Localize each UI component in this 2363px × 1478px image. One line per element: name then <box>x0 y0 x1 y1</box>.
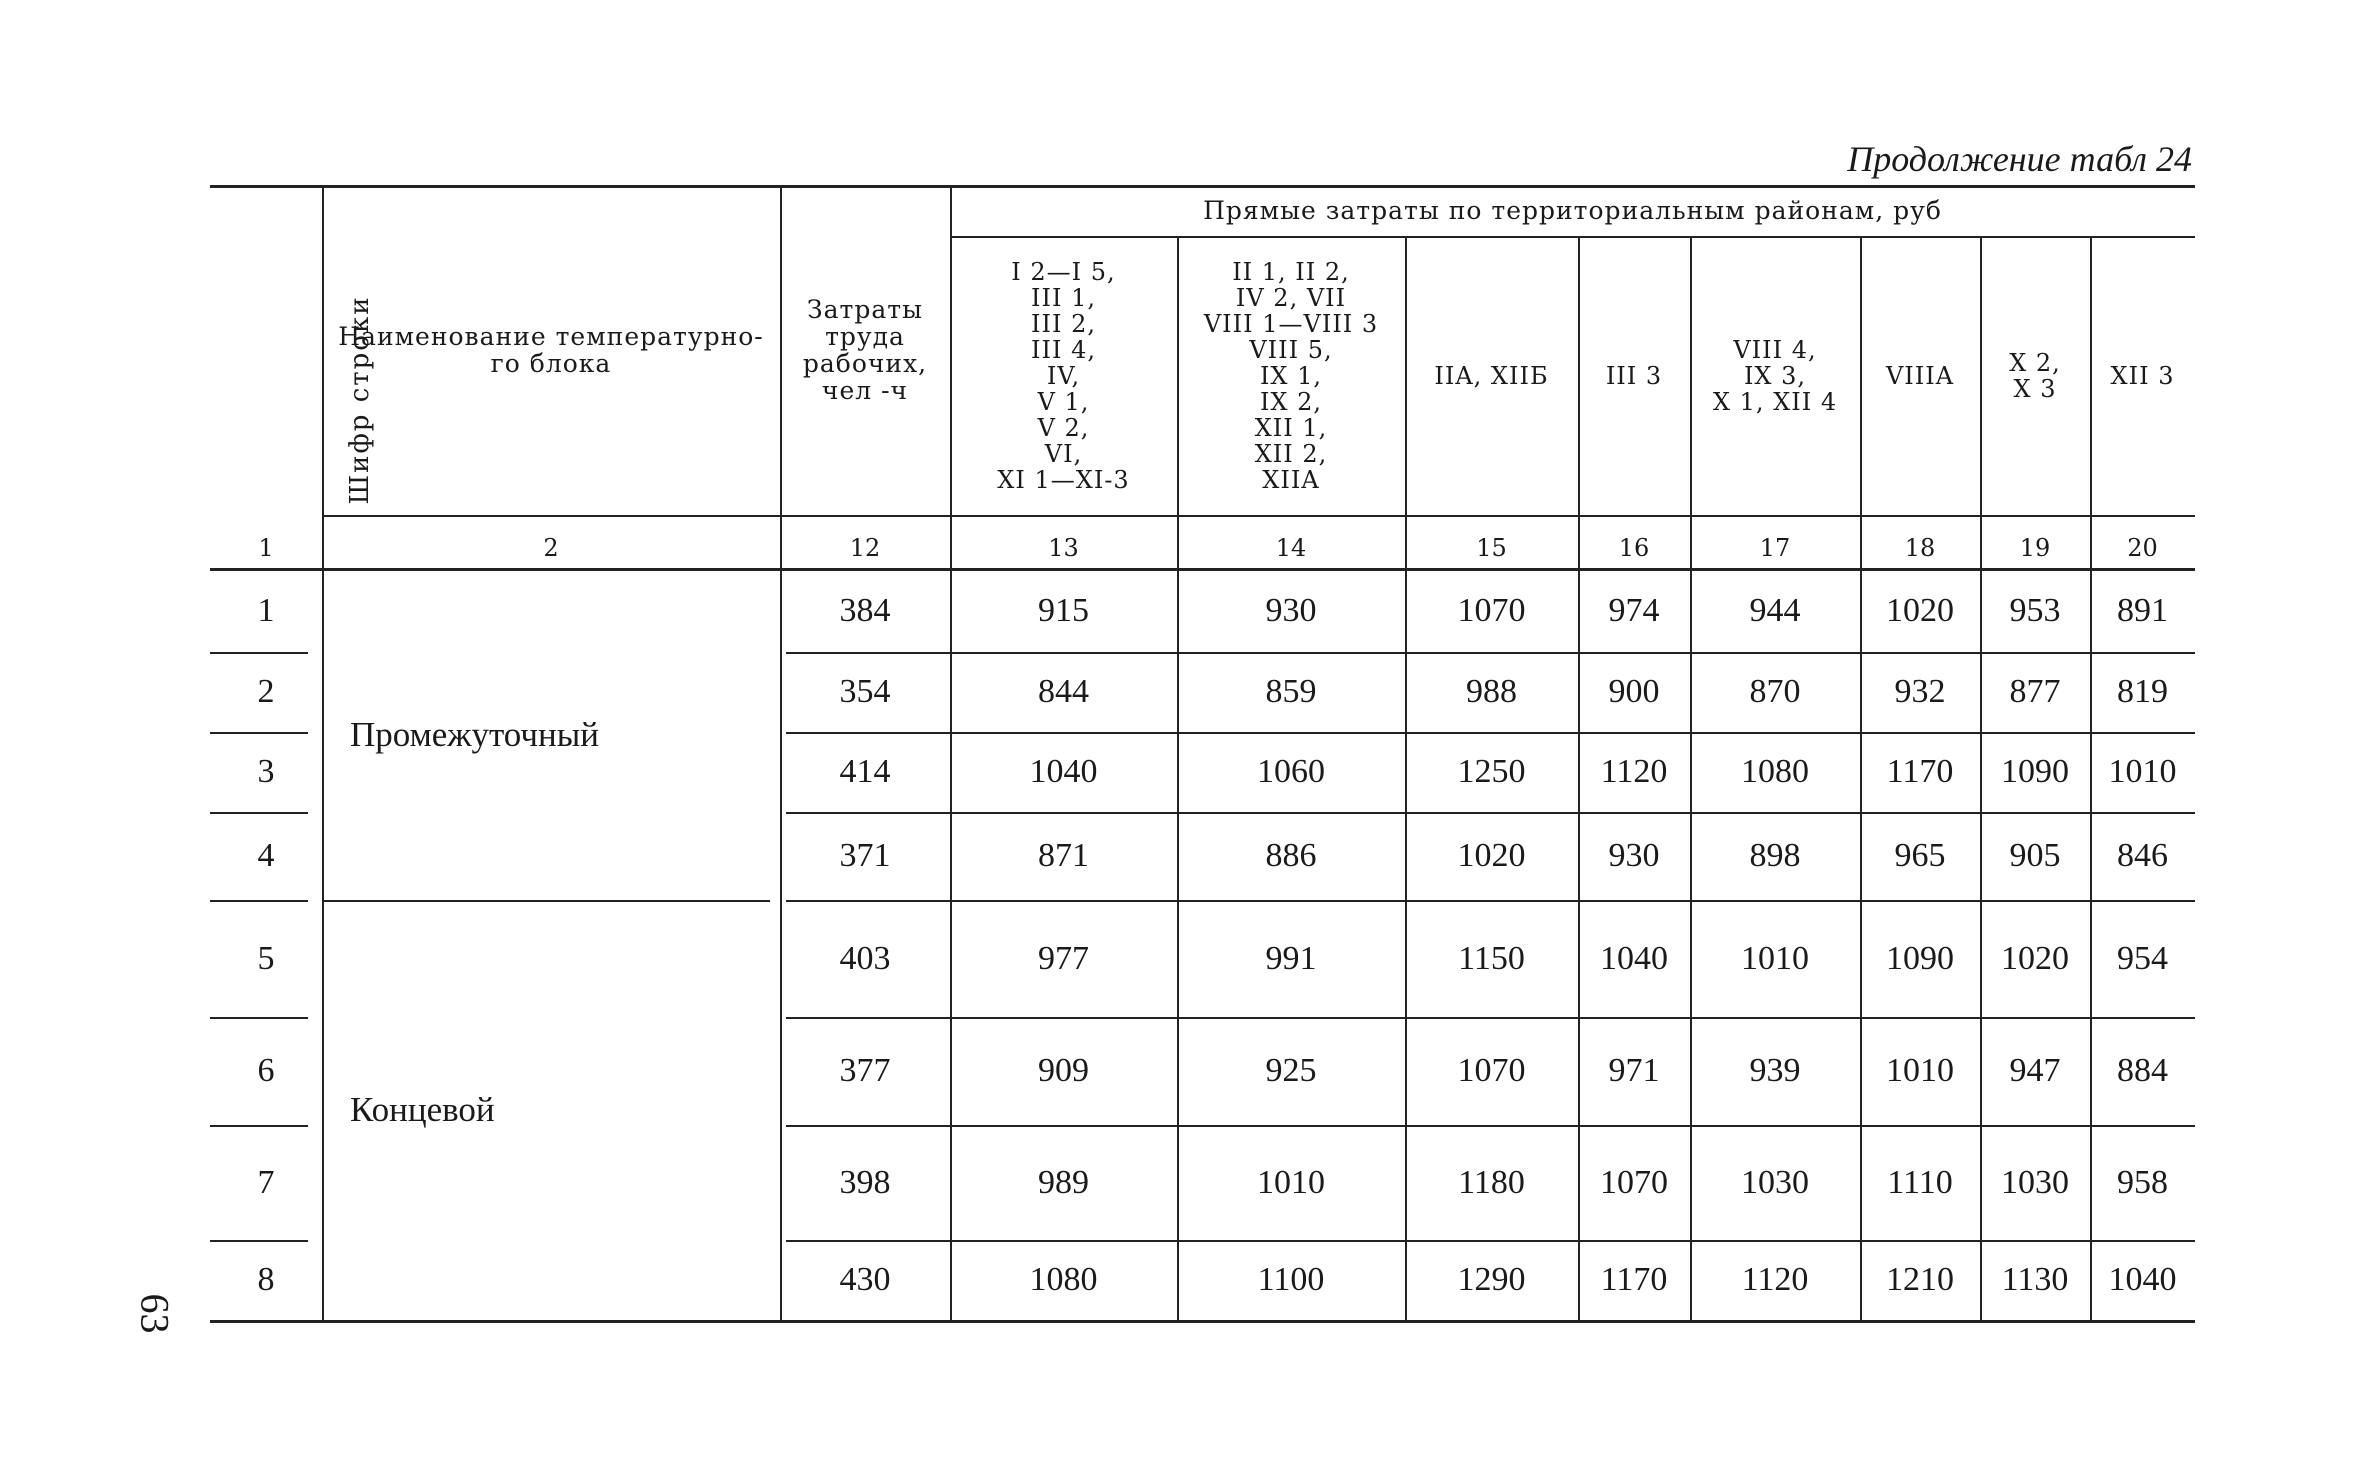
cost-cell: 1040 <box>2108 1261 2177 1298</box>
cost-cell: 1010 <box>1257 1163 1325 1201</box>
header-region-16: III 3 <box>1605 361 1663 390</box>
cost-cell: 1080 <box>1029 1261 1098 1298</box>
cost-cell: 930 <box>1608 837 1660 874</box>
cost-cell: 1150 <box>1458 939 1525 977</box>
cost-cell: 977 <box>1038 939 1089 977</box>
column-number: 13 <box>1048 534 1079 562</box>
labor-cost-cell: 354 <box>839 673 891 710</box>
column-number: 1 <box>258 534 274 562</box>
block-name-end: Концевой <box>350 1090 495 1129</box>
cost-cell: 974 <box>1608 592 1660 629</box>
page-number: 63 <box>132 1293 178 1334</box>
cost-cell: 989 <box>1038 1163 1089 1201</box>
header-row-code: Шифр строки <box>345 295 375 505</box>
cost-cell: 1010 <box>1886 1052 1954 1089</box>
cost-cell: 1010 <box>1741 939 1809 977</box>
cost-cell: 1030 <box>1741 1163 1809 1201</box>
labor-cost-cell: 371 <box>839 837 891 874</box>
cost-cell: 1170 <box>1886 753 1954 790</box>
cost-cell: 891 <box>2117 592 2168 629</box>
cost-cell: 958 <box>2117 1163 2168 1201</box>
row-code: 3 <box>257 753 275 790</box>
cost-cell: 909 <box>1038 1052 1089 1089</box>
cost-cell: 884 <box>2117 1052 2168 1089</box>
header-region-18: VIIIA <box>1885 361 1955 390</box>
row-code: 6 <box>257 1052 275 1089</box>
cost-cell: 988 <box>1466 673 1517 710</box>
cost-cell: 932 <box>1894 673 1946 710</box>
cost-cell: 971 <box>1608 1052 1660 1089</box>
cost-cell: 844 <box>1038 673 1089 710</box>
cost-cell: 1250 <box>1457 753 1526 790</box>
cost-cell: 1180 <box>1458 1163 1525 1201</box>
cost-cell: 965 <box>1894 837 1946 874</box>
cost-cell: 870 <box>1749 673 1801 710</box>
cost-cell: 886 <box>1265 837 1317 874</box>
table-bottom-rule <box>210 1320 2195 1323</box>
cost-cell: 1070 <box>1600 1163 1668 1201</box>
cost-cell: 1290 <box>1457 1261 1526 1298</box>
cost-cell: 991 <box>1265 939 1317 977</box>
cost-cell: 930 <box>1265 592 1317 629</box>
cost-cell: 1040 <box>1029 753 1098 790</box>
labor-cost-cell: 398 <box>839 1163 891 1201</box>
cost-cell: 925 <box>1265 1052 1317 1089</box>
header-direct-costs: Прямые затраты по территориальным районам, руб <box>1203 196 1942 225</box>
cost-cell: 1170 <box>1600 1261 1668 1298</box>
row-code: 7 <box>257 1163 275 1201</box>
cost-cell: 1070 <box>1457 592 1526 629</box>
cost-cell: 1090 <box>2001 753 2069 790</box>
cost-cell: 1120 <box>1600 753 1668 790</box>
cost-cell: 1060 <box>1257 753 1325 790</box>
labor-cost-cell: 403 <box>839 939 891 977</box>
cost-cell: 1030 <box>2001 1163 2069 1201</box>
cost-cell: 947 <box>2009 1052 2061 1089</box>
header-bottom-rule <box>322 515 2195 517</box>
header-labor-cost: Затраты труда рабочих, чел -ч <box>802 295 928 405</box>
row-code: 4 <box>257 837 275 874</box>
row-code: 2 <box>257 673 275 710</box>
column-number: 17 <box>1759 534 1791 562</box>
header-block-name: Наименование температурно- го блока <box>338 322 764 378</box>
cost-cell: 1100 <box>1257 1261 1325 1298</box>
header-region-14: II 1, II 2, IV 2, VII VIII 1—VIII 3 VIII 5, IX 1, IX 2, XII 1, XII 2, XIIA <box>1203 257 1379 494</box>
header-region-15: IIA, XIIБ <box>1434 361 1549 390</box>
cost-cell: 944 <box>1749 592 1801 629</box>
cost-cell: 859 <box>1265 673 1317 710</box>
cost-cell: 1040 <box>1600 939 1668 977</box>
cost-cell: 1080 <box>1741 753 1809 790</box>
cost-cell: 1110 <box>1887 1163 1953 1201</box>
cost-cell: 953 <box>2009 592 2061 629</box>
column-number: 19 <box>2019 534 2051 562</box>
cost-cell: 1020 <box>2001 939 2069 977</box>
block-name-intermediate: Промежуточный <box>350 715 599 754</box>
labor-cost-cell: 377 <box>839 1052 891 1089</box>
cost-cell: 1120 <box>1741 1261 1809 1298</box>
cost-cell: 1210 <box>1886 1261 1954 1298</box>
column-number: 16 <box>1618 534 1650 562</box>
cost-cell: 871 <box>1038 837 1089 874</box>
column-number: 20 <box>2127 534 2158 562</box>
row-code: 8 <box>257 1261 275 1298</box>
cost-cell: 819 <box>2117 673 2168 710</box>
column-number: 2 <box>543 534 559 562</box>
cost-cell: 877 <box>2009 673 2061 710</box>
cost-cell: 1010 <box>2108 753 2177 790</box>
row-code: 1 <box>257 592 275 629</box>
cost-cell: 846 <box>2117 837 2168 874</box>
cost-cell: 954 <box>2117 939 2168 977</box>
labor-cost-cell: 430 <box>839 1261 891 1298</box>
header-region-20: XII 3 <box>2110 361 2175 390</box>
labor-cost-cell: 414 <box>839 753 891 790</box>
column-number: 18 <box>1904 534 1936 562</box>
cost-cell: 905 <box>2009 837 2061 874</box>
cost-cell: 898 <box>1749 837 1801 874</box>
row-code: 5 <box>257 939 275 977</box>
direct-costs-rule <box>950 236 2195 238</box>
cost-cell: 1070 <box>1457 1052 1526 1089</box>
table-caption: Продолжение табл 24 <box>1847 139 2192 179</box>
cost-cell: 1090 <box>1886 939 1954 977</box>
header-region-17: VIII 4, IX 3, X 1, XII 4 <box>1712 335 1838 416</box>
header-region-13: I 2—I 5, III 1, III 2, III 4, IV, V 1, V 2, VI, XI 1—XI-3 <box>997 257 1130 494</box>
cost-cell: 900 <box>1608 673 1660 710</box>
cost-cell: 1130 <box>2001 1261 2069 1298</box>
column-number: 15 <box>1476 534 1507 562</box>
column-number: 12 <box>849 534 881 562</box>
cost-cell: 1020 <box>1886 592 1954 629</box>
cost-cell: 939 <box>1749 1052 1801 1089</box>
cost-cell: 1020 <box>1457 837 1526 874</box>
column-number: 14 <box>1275 534 1307 562</box>
cost-cell: 915 <box>1038 592 1089 629</box>
header-region-19: X 2, X 3 <box>2009 348 2061 403</box>
labor-cost-cell: 384 <box>839 592 891 629</box>
